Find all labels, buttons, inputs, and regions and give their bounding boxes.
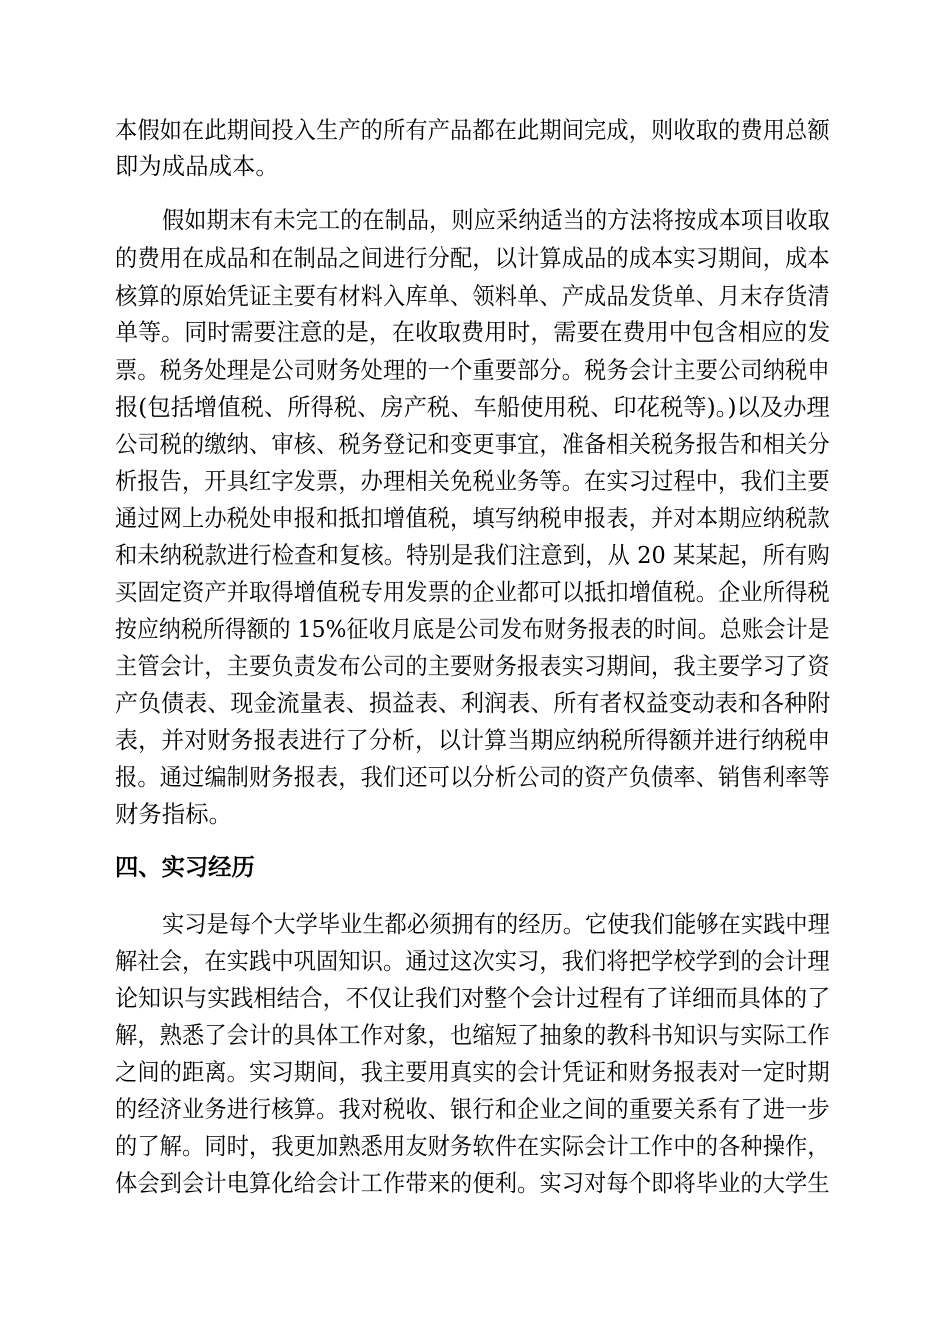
- paragraph-3-line-5: 之间的距离。实习期间，我主要用真实的会计凭证和财务报表对一定时期: [115, 1059, 830, 1086]
- paragraph-2-line-4: 单等。同时需要注意的是，在收取费用时，需要在费用中包含相应的发: [115, 319, 831, 346]
- paragraph-2-line-10: 和未纳税款进行检查和复核。特别是我们注意到，从 20 某某起，所有购: [115, 542, 830, 569]
- section-heading: 四、实习经历: [115, 854, 255, 881]
- paragraph-2-line-2: 的费用在成品和在制品之间进行分配，以计算成品的成本实习期间，成本: [115, 245, 830, 272]
- paragraph-2-line-11: 买固定资产并取得增值税专用发票的企业都可以抵扣增值税。企业所得税: [115, 579, 830, 606]
- paragraph-3-line-3: 论知识与实践相结合，不仅让我们对整个会计过程有了详细而具体的了: [115, 985, 831, 1012]
- paragraph-2-line-6: 报(包括增值税、所得税、房产税、车船使用税、印花税等)。)以及办理: [115, 394, 830, 421]
- paragraph-3-line-1: 实习是每个大学毕业生都必须拥有的经历。它使我们能够在实践中理: [162, 911, 830, 938]
- paragraph-1-line-2: 即为成品成本。: [115, 153, 279, 180]
- paragraph-2-line-13: 主管会计，主要负责发布公司的主要财务报表实习期间，我主要学习了资: [115, 653, 830, 680]
- paragraph-2-line-1: 假如期末有未完工的在制品，则应采纳适当的方法将按成本项目收取: [162, 207, 830, 234]
- paragraph-2-line-9: 通过网上办税处申报和抵扣增值税，填写纳税申报表，并对本期应纳税款: [115, 505, 830, 532]
- paragraph-1-line-1: 本假如在此期间投入生产的所有产品都在此期间完成，则收取的费用总额: [115, 117, 830, 144]
- paragraph-3-line-2: 解社会，在实践中巩固知识。通过这次实习，我们将把学校学到的会计理: [115, 948, 830, 975]
- paragraph-3-line-7: 的了解。同时，我更加熟悉用友财务软件在实际会计工作中的各种操作，: [115, 1133, 830, 1160]
- paragraph-2-line-12: 按应纳税所得额的 15%征收月底是公司发布财务报表的时间。总账会计是: [115, 616, 830, 643]
- paragraph-2-line-15: 表，并对财务报表进行了分析，以计算当期应纳税所得额并进行纳税申: [115, 727, 831, 754]
- paragraph-3-line-4: 解，熟悉了会计的具体工作对象，也缩短了抽象的教科书知识与实际工作: [115, 1022, 830, 1049]
- paragraph-2-line-17: 财务指标。: [115, 801, 232, 828]
- paragraph-2-line-7: 公司税的缴纳、审核、税务登记和变更事宜，准备相关税务报告和相关分: [115, 431, 830, 458]
- paragraph-3-line-6: 的经济业务进行核算。我对税收、银行和企业之间的重要关系有了进一步: [115, 1096, 830, 1123]
- paragraph-2-line-16: 报。通过编制财务报表，我们还可以分析公司的资产负债率、销售利率等: [115, 764, 830, 791]
- paragraph-2-line-8: 析报告，开具红字发票，办理相关免税业务等。在实习过程中，我们主要: [115, 468, 830, 495]
- paragraph-2-line-3: 核算的原始凭证主要有材料入库单、领料单、产成品发货单、月末存货清: [115, 283, 830, 310]
- paragraph-3-line-8: 体会到会计电算化给会计工作带来的便利。实习对每个即将毕业的大学生: [115, 1170, 830, 1197]
- paragraph-2-line-5: 票。税务处理是公司财务处理的一个重要部分。税务会计主要公司纳税申: [115, 357, 830, 384]
- paragraph-2-line-14: 产负债表、现金流量表、损益表、利润表、所有者权益变动表和各种附: [115, 690, 831, 717]
